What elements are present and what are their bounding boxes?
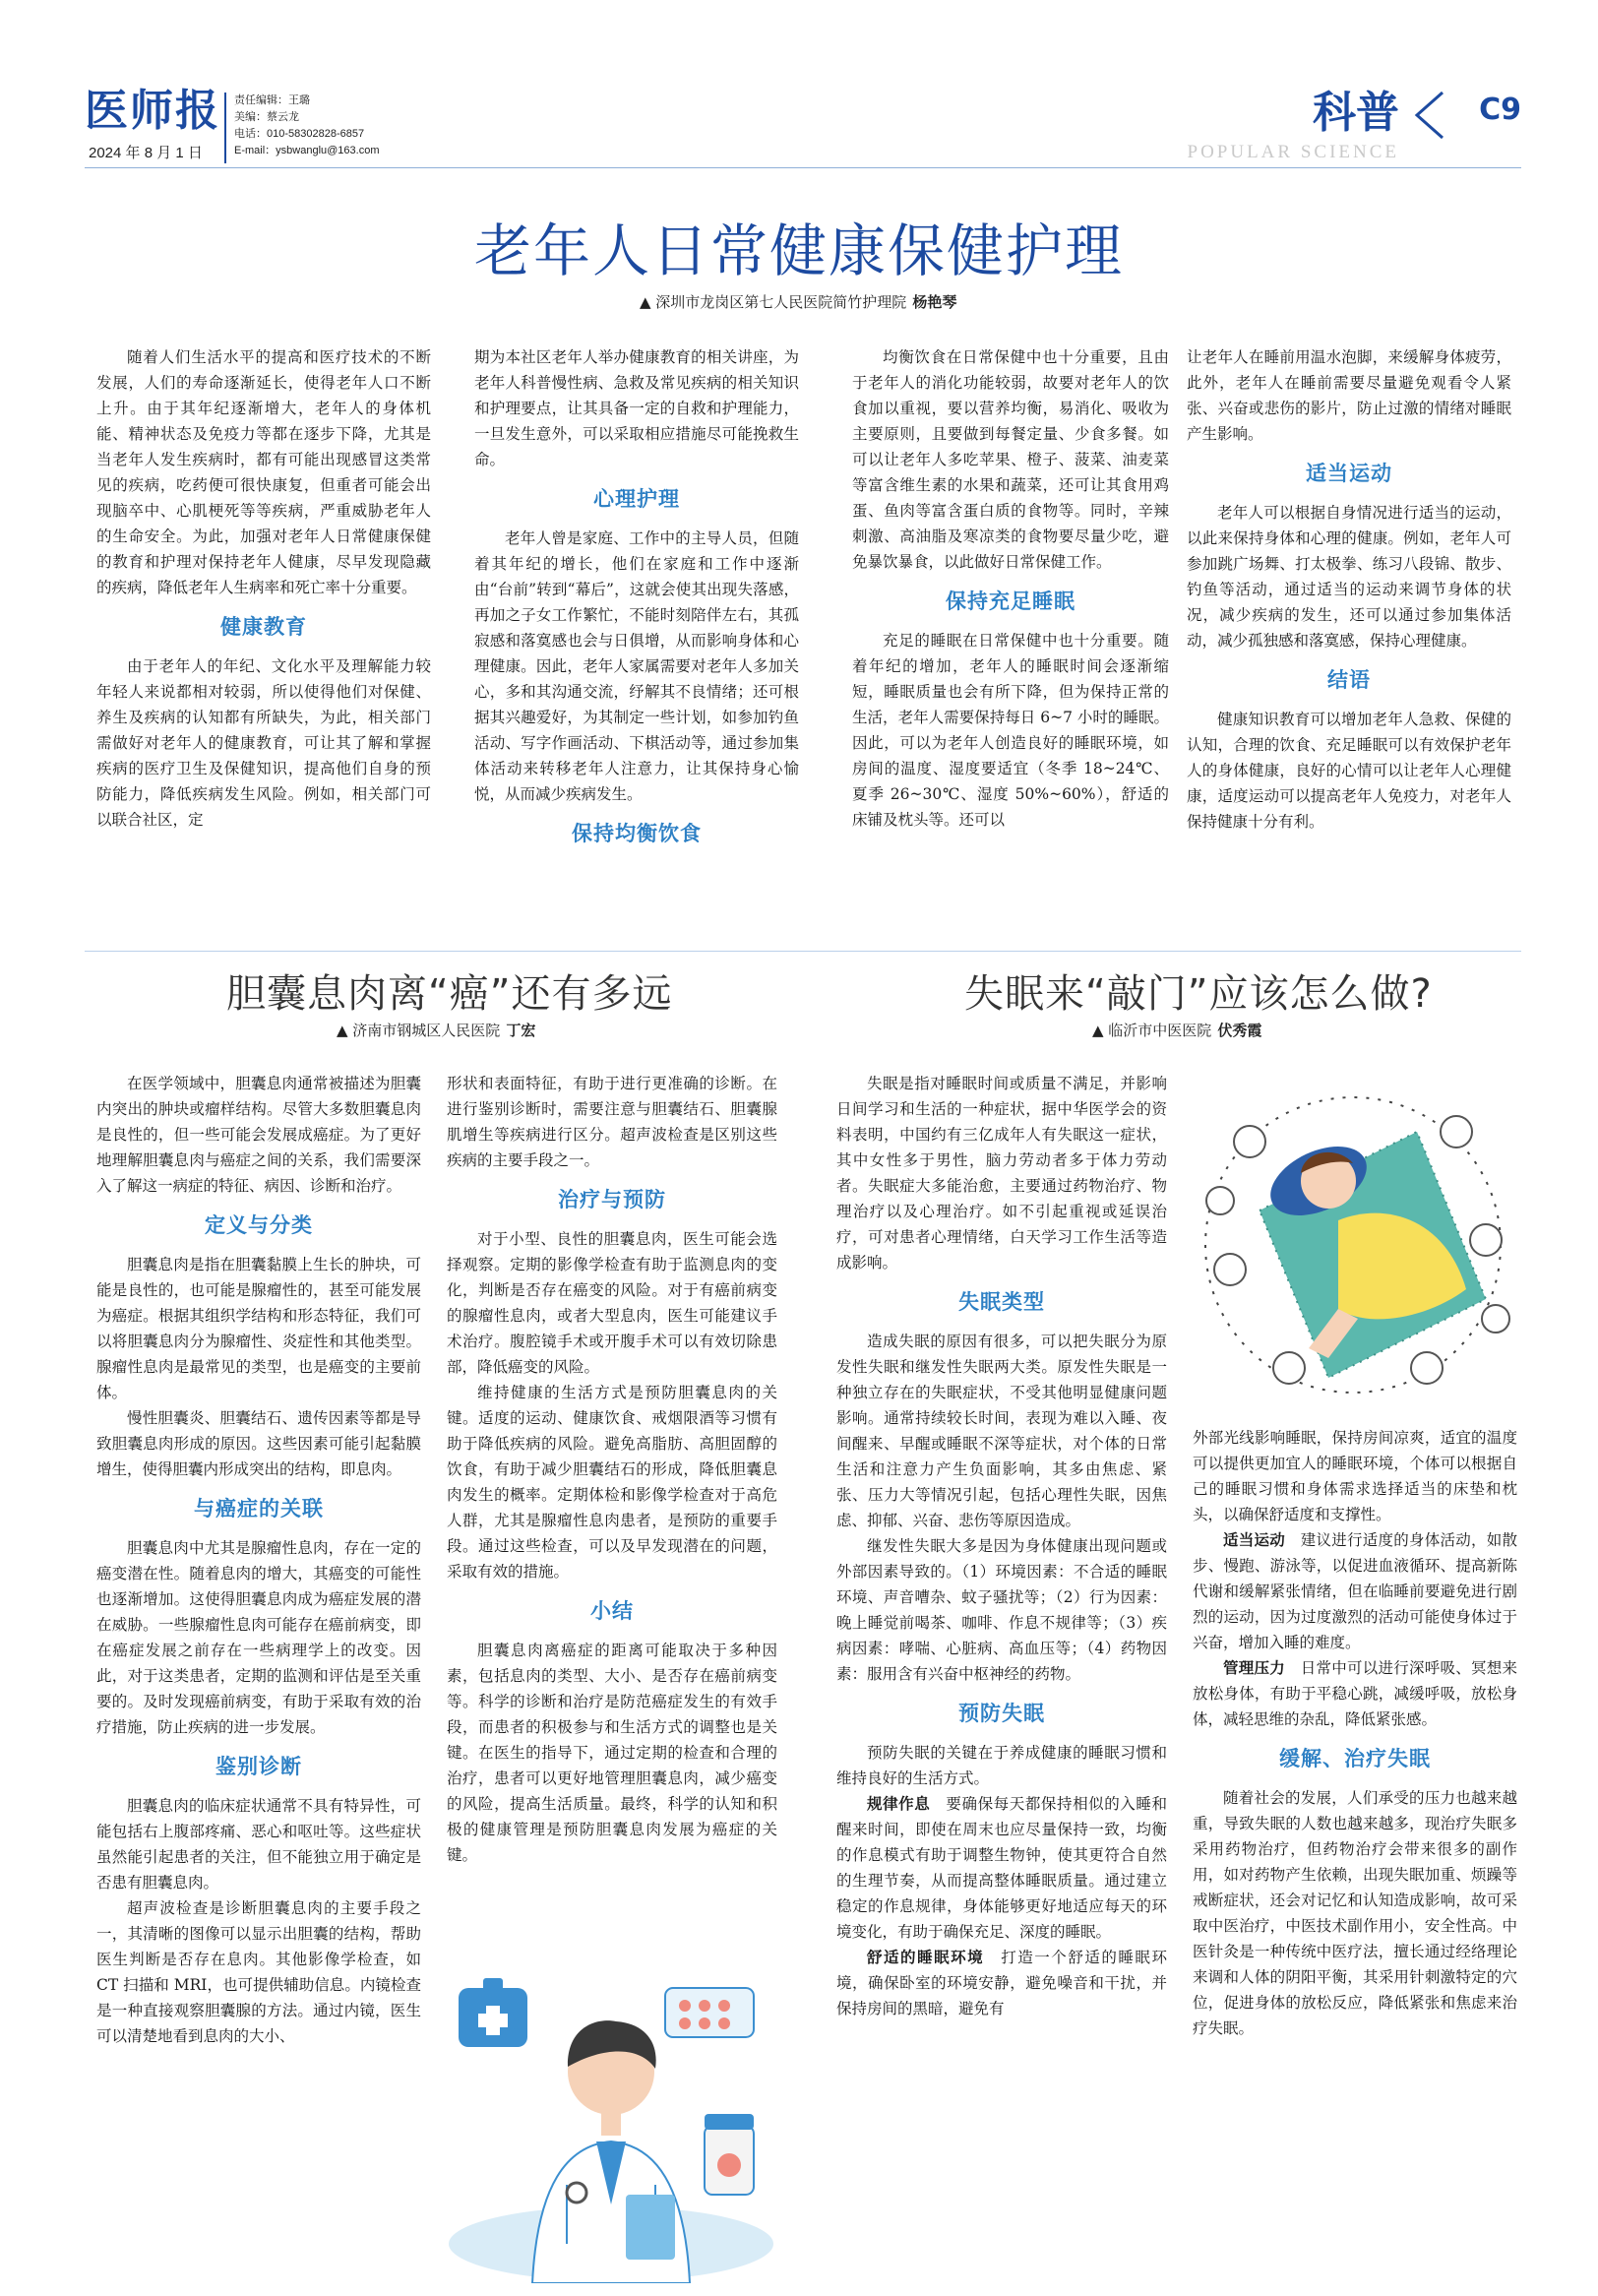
section-heading: 失眠类型 xyxy=(958,1290,1045,1314)
paragraph: 继发性失眠大多是因为身体健康出现问题或外部因素导致的。（1）环境因素：不合适的睡眠环境、声音嘈杂、蚊子骚扰等；（2）行为因素：晚上睡觉前喝茶、咖啡、作息不规律等；（3）疾病因素：哮喘、心脏病、高血压等；（4）药物因素：服用含有兴奋中枢神经的药物。 xyxy=(836,1537,1167,1683)
masthead-divider xyxy=(224,93,226,163)
paragraph: 均衡饮食在日常保健中也十分重要，且由于老年人的消化功能较弱，故要对老年人的饮食加以重视，要以营养均衡，易消化、吸收为主要原则，且要做到每餐定量、少食多餐。如可以让老年人多吃苹果、橙子、菠菜、油麦菜等富含维生素的水果和蔬菜，还可让其食用鸡蛋、鱼肉等富含蛋白质的食物等。同时，辛辣刺激、高油脂及寒凉类的食物要尽量少吃，避免暴饮暴食，以此做好日常保健工作。 xyxy=(852,348,1169,571)
paragraph: 充足的睡眠在日常保健中也十分重要。随着年纪的增加，老年人的睡眠时间会逐渐缩短，睡眠质量也会有所下降，但为保持正常的生活，老年人需要保持每日 6~7 小时的睡眠。因此，可以为老年人创造良好的睡眠环境，如房间的温度、湿度要适宜（冬季 18~24℃、夏季 26~30℃、湿度 50%~60%），舒适的床铺及枕头等。还可以 xyxy=(852,632,1169,829)
chevron-left-icon xyxy=(1409,91,1448,140)
article-column xyxy=(96,344,431,833)
paragraph: 老年人可以根据自身情况进行适当的运动，以此来保持身体和心理的健康。例如，老年人可参加跳广场舞、打太极拳、练习八段锦、散步、钓鱼等活动，通过适当的运动来调节身体的状况，减少疾病的发生，还可以通过参加集体活动，减少孤独感和落寞感，保持心理健康。 xyxy=(1187,504,1511,650)
paragraph: 形状和表面特征，有助于进行更准确的诊断。在进行鉴别诊断时，需要注意与胆囊结石、胆囊腺肌增生等疾病进行区分。超声波检查是区别这些疾病的主要手段之一。 xyxy=(447,1075,777,1169)
publication-date: 2024 年 8 月 1 日 xyxy=(89,145,203,161)
paragraph xyxy=(836,1791,1167,1945)
paragraph: 预防失眠的关键在于养成健康的睡眠习惯和维持良好的生活方式。 xyxy=(836,1744,1167,1787)
article-column xyxy=(474,344,799,860)
paragraph: 让老年人在睡前用温水泡脚，来缓解身体疲劳，此外，老年人在睡前需要尽量避免观看令人紧张、兴奋或悲伤的影片，防止过激的情绪对睡眠产生影响。 xyxy=(1187,348,1511,443)
article-title: 胆囊息肉离“癌”还有多远 xyxy=(226,971,673,1017)
section-heading: 适当运动 xyxy=(1306,462,1392,485)
page-number: C9 xyxy=(1479,93,1521,127)
paragraph: 维持健康的生活方式是预防胆囊息肉的关键。适度的运动、健康饮食、戒烟限酒等习惯有助于降低疾病的风险。避免高脂肪、高胆固醇的饮食，有助于减少胆囊结石的形成，降低胆囊息肉发生的概率。定期体检和影像学检查对于高危人群，尤其是腺瘤性息肉患者，是预防的重要手段。通过这些检查，可以及早发现潜在的问题，采取有效的措施。 xyxy=(447,1384,777,1581)
author-affiliation: ▲ 济南市钢城区人民医院 xyxy=(337,1022,501,1039)
article-column xyxy=(447,1071,777,1868)
section-heading: 小结 xyxy=(590,1599,634,1623)
paragraph: 胆囊息肉离癌症的距离可能取决于多种因素，包括息肉的类型、大小、是否存在癌前病变等。科学的诊断和治疗是防范癌症发生的有效手段，而患者的积极参与和生活方式的调整也是关键。在医生的指导下，通过定期的检查和合理的治疗，患者可以更好地管理胆囊息肉，减少癌变的风险，提高生活质量。最终，科学的认知和积极的健康管理是预防胆囊息肉发展为癌症的关键。 xyxy=(447,1642,777,1864)
paragraph: 健康知识教育可以增加老年人急救、保健的认知，合理的饮食、充足睡眠可以有效保护老年人的身体健康，良好的心情可以让老年人心理健康，适度运动可以提高老年人免疫力，对老年人保持健康十分有利。 xyxy=(1187,711,1511,831)
section-heading: 健康教育 xyxy=(220,615,307,639)
masthead xyxy=(85,87,1521,165)
paragraph: 老年人曾是家庭、工作中的主导人员，但随着其年纪的增长，他们在家庭和工作中逐渐由“台前”转到“幕后”，这就会使其出现失落感，再加之子女工作繁忙，不能时刻陪伴左右，其孤寂感和落寞感也会与日俱增，从而影响身体和心理健康。因此，老年人家属需要对老年人多加关心，多和其沟通交流，纾解其不良情绪；还可根据其兴趣爱好，为其制定一些计划，如参加钓鱼活动、写字作画活动、下棋活动等，通过参加集体活动来转移老年人注意力，让其保持身心愉悦，从而减少疾病发生。 xyxy=(474,529,799,803)
article-column xyxy=(852,344,1169,833)
article-column xyxy=(1193,1425,1517,2041)
author-name: 丁宏 xyxy=(506,1022,536,1039)
section-heading: 保持均衡饮食 xyxy=(572,822,702,845)
section-label xyxy=(1147,87,1521,165)
paragraph-body: 要确保每天都保持相似的入睡和醒来时间，即使在周末也应尽量保持一致，均衡的作息模式有助于调整生物钟，使其更符合自然的生理节奏，从而提高整体睡眠质量。通过建立稳定的作息规律，身体能够更好地适应每天的环境变化，有助于确保充足、深度的睡眠。 xyxy=(836,1795,1167,1941)
author-affiliation: ▲ 深圳市龙岗区第七人民医院简竹护理院 xyxy=(640,293,907,311)
article-byline xyxy=(1092,1020,1261,1040)
paragraph: 胆囊息肉的临床症状通常不具有特异性，可能包括右上腹部疼痛、恶心和呕吐等。这些症状虽然能引起患者的关注，但不能独立用于确定是否患有胆囊息肉。 xyxy=(96,1797,421,1892)
section-heading: 结语 xyxy=(1327,668,1371,692)
paragraph: 对于小型、良性的胆囊息肉，医生可能会选择观察。定期的影像学检查有助于监测息肉的变化，判断是否存在癌变的风险。对于有癌前病变的腺瘤性息肉，或者大型息肉，医生可能建议手术治疗。腹腔镜手术或开腹手术可以有效切除患部，降低癌变的风险。 xyxy=(447,1230,777,1376)
paragraph: 胆囊息肉中尤其是腺瘤性息肉，存在一定的癌变潜在性。随着息肉的增大，其癌变的可能性也逐渐增加。这使得胆囊息肉成为癌症发展的潜在威胁。一些腺瘤性息肉可能存在癌前病变，即在癌症发展之前存在一些病理学上的改变。因此，对于这类患者，定期的监测和评估是至关重要的。及时发现癌前病变，有助于采取有效的治疗措施，防止疾病的进一步发展。 xyxy=(96,1539,421,1736)
paragraph xyxy=(836,1945,1167,2021)
article-column xyxy=(96,1071,421,2049)
paragraph: 由于老年人的年纪、文化水平及理解能力较年轻人来说都相对较弱，所以使得他们对保健、养生及疾病的认知都有所缺失，为此，相关部门需做好对老年人的健康教育，可让其了解和掌握疾病的医疗卫生及保健知识，提高他们自身的预防能力，降低疾病发生风险。例如，相关部门可以联合社区，定 xyxy=(96,657,431,829)
section-english-name: POPULAR SCIENCE xyxy=(1187,142,1399,162)
header-rule xyxy=(85,167,1521,168)
paragraph: 期为本社区老年人举办健康教育的相关讲座，为老年人科普慢性病、急救及常见疾病的相关知识和护理要点，让其具备一定的自救和护理能力，一旦发生意外，可以采取相应措施尽可能挽救生命。 xyxy=(474,348,799,468)
article-byline xyxy=(337,1020,535,1040)
paragraph xyxy=(1193,1527,1517,1655)
section-divider xyxy=(85,951,1521,952)
email-address: E-mail：ysbwanglu@163.com xyxy=(234,145,380,156)
section-name: 科普 xyxy=(1313,88,1399,138)
paragraph: 造成失眠的原因有很多，可以把失眠分为原发性失眠和继发性失眠两大类。原发性失眠是一种独立存在的失眠症状，不受其他明显健康问题影响。通常持续较长时间，表现为难以入睡、夜间醒来、早醒或睡眠不深等症状，对个体的日常生活和注意力产生负面影响，其多由焦虑、紧张、压力大等情况引起，包括心理性失眠，因焦虑、抑郁、兴奋、悲伤等原因造成。 xyxy=(836,1333,1167,1529)
paragraph: 失眠是指对睡眠时间或质量不满足，并影响日间学习和生活的一种症状，据中华医学会的资料表明，中国约有三亿成年人有失眠这一症状，其中女性多于男性，脑力劳动者多于体力劳动者。失眠症大多能治愈，主要通过药物治疗、物理治疗以及心理治疗。如不引起重视或延误治疗，可对患者心理情绪，白天学习工作生活等造成影响。 xyxy=(836,1075,1167,1272)
newspaper-logo: 医师报 xyxy=(85,86,220,136)
paragraph: 随着人们生活水平的提高和医疗技术的不断发展，人们的寿命逐渐延长，使得老年人口不断上升。由于其年纪逐渐增大，老年人的身体机能、精神状态及免疫力等都在逐步下降，尤其是当老年人发生疾病时，都有可能出现感冒这类常见的疾病，吃药便可很快康复，但重者可能会出现脑卒中、心肌梗死等等疾病，严重威胁老年人的生命安全。为此，加强对老年人日常健康保健的教育和护理对保持老年人健康，尽早发现隐藏的疾病，降低老年人生病率和死亡率十分重要。 xyxy=(96,348,431,596)
paragraph: 随着社会的发展，人们承受的压力也越来越重，导致失眠的人数也越来越多，现治疗失眠多采用药物治疗，但药物治疗会带来很多的副作用，如对药物产生依赖，出现失眠加重、烦躁等戒断症状，还会对记忆和认知造成影响，故可采取中医治疗，中医技术副作用小，安全性高。中医针灸是一种传统中医疗法，擅长通过经络理论来调和人体的阴阳平衡，其采用针刺激特定的穴位，促进身体的放松反应，降低紧张和焦虑来治疗失眠。 xyxy=(1193,1789,1517,2037)
article-title: 老年人日常健康保健护理 xyxy=(473,217,1124,284)
section-heading: 鉴别诊断 xyxy=(215,1755,302,1778)
paragraph-lead: 规律作息 xyxy=(867,1794,931,1813)
paragraph-body: 打造一个舒适的睡眠环境，确保卧室的环境安静，避免噪音和干扰，并保持房间的黑暗，避免有 xyxy=(836,1949,1167,2017)
section-heading: 缓解、治疗失眠 xyxy=(1279,1747,1431,1770)
article-column xyxy=(836,1071,1167,2021)
author-name: 杨艳琴 xyxy=(912,293,957,311)
paragraph-lead: 舒适的睡眠环境 xyxy=(867,1948,985,1966)
editor-info xyxy=(234,93,380,159)
section-heading: 保持充足睡眠 xyxy=(946,590,1076,613)
paragraph-lead: 适当运动 xyxy=(1223,1530,1285,1549)
paragraph xyxy=(1193,1655,1517,1732)
section-heading: 预防失眠 xyxy=(958,1702,1045,1725)
sleeping-person-illustration xyxy=(1191,1073,1515,1417)
author-affiliation: ▲ 临沂市中医医院 xyxy=(1092,1022,1212,1039)
paragraph: 慢性胆囊炎、胆囊结石、遗传因素等都是导致胆囊息肉形成的原因。这些因素可能引起黏膜增生，使得胆囊内形成突出的结构，即息肉。 xyxy=(96,1409,421,1478)
editor-name: 责任编辑：王璐 xyxy=(234,94,310,106)
section-heading: 与癌症的关联 xyxy=(194,1497,324,1520)
section-heading: 定义与分类 xyxy=(205,1213,313,1237)
paragraph: 外部光线影响睡眠，保持房间凉爽，适宜的温度可以提供更加宜人的睡眠环境，个体可以根据自己的睡眠习惯和身体需求选择适当的床垫和枕头，以确保舒适度和支撑性。 xyxy=(1193,1429,1517,1523)
article-column xyxy=(1187,344,1511,835)
paragraph: 超声波检查是诊断胆囊息肉的主要手段之一，其清晰的图像可以显示出胆囊的结构，帮助医生判断是否存在息肉。其他影像学检查，如 CT 扫描和 MRI，也可提供辅助信息。内镜检查是一种直接观察胆囊腺的方法。通过内镜，医生可以清楚地看到息肉的大小、 xyxy=(96,1899,421,2045)
paragraph-body: 日常中可以进行深呼吸、冥想来放松身体，有助于平稳心跳，减缓呼吸，放松身体，减轻思维的杂乱，降低紧张感。 xyxy=(1193,1659,1517,1728)
paragraph-body: 建议进行适度的身体活动，如散步、慢跑、游泳等，以促进血液循环、提高新陈代谢和缓解紧张情绪，但在临睡前要避免进行剧烈的运动，因为过度激烈的活动可能使身体过于兴奋，增加入睡的难度。 xyxy=(1193,1531,1517,1651)
section-heading: 心理护理 xyxy=(593,487,680,511)
paragraph: 在医学领域中，胆囊息肉通常被描述为胆囊内突出的肿块或瘤样结构。尽管大多数胆囊息肉是良性的，但一些可能会发展成癌症。为了更好地理解胆囊息肉与癌症之间的关系，我们需要深入了解这一病症的特征、病因、诊断和治疗。 xyxy=(96,1075,421,1195)
article-byline xyxy=(640,291,956,312)
paragraph-lead: 管理压力 xyxy=(1223,1658,1285,1677)
section-heading: 治疗与预防 xyxy=(558,1188,666,1211)
designer-name: 美编：蔡云龙 xyxy=(234,111,299,123)
doctor-illustration xyxy=(439,1949,783,2283)
phone-number: 电话：010-58302828-6857 xyxy=(234,128,365,140)
author-name: 伏秀霞 xyxy=(1217,1022,1262,1039)
paragraph: 胆囊息肉是指在胆囊黏膜上生长的肿块，可能是良性的，也可能是腺瘤性的，甚至可能发展为癌症。根据其组织学结构和形态特征，我们可以将胆囊息肉分为腺瘤性、炎症性和其他类型。腺瘤性息肉是最常见的类型，也是癌变的主要前体。 xyxy=(96,1256,421,1401)
article-title: 失眠来“敲门”应该怎么做? xyxy=(964,971,1433,1017)
